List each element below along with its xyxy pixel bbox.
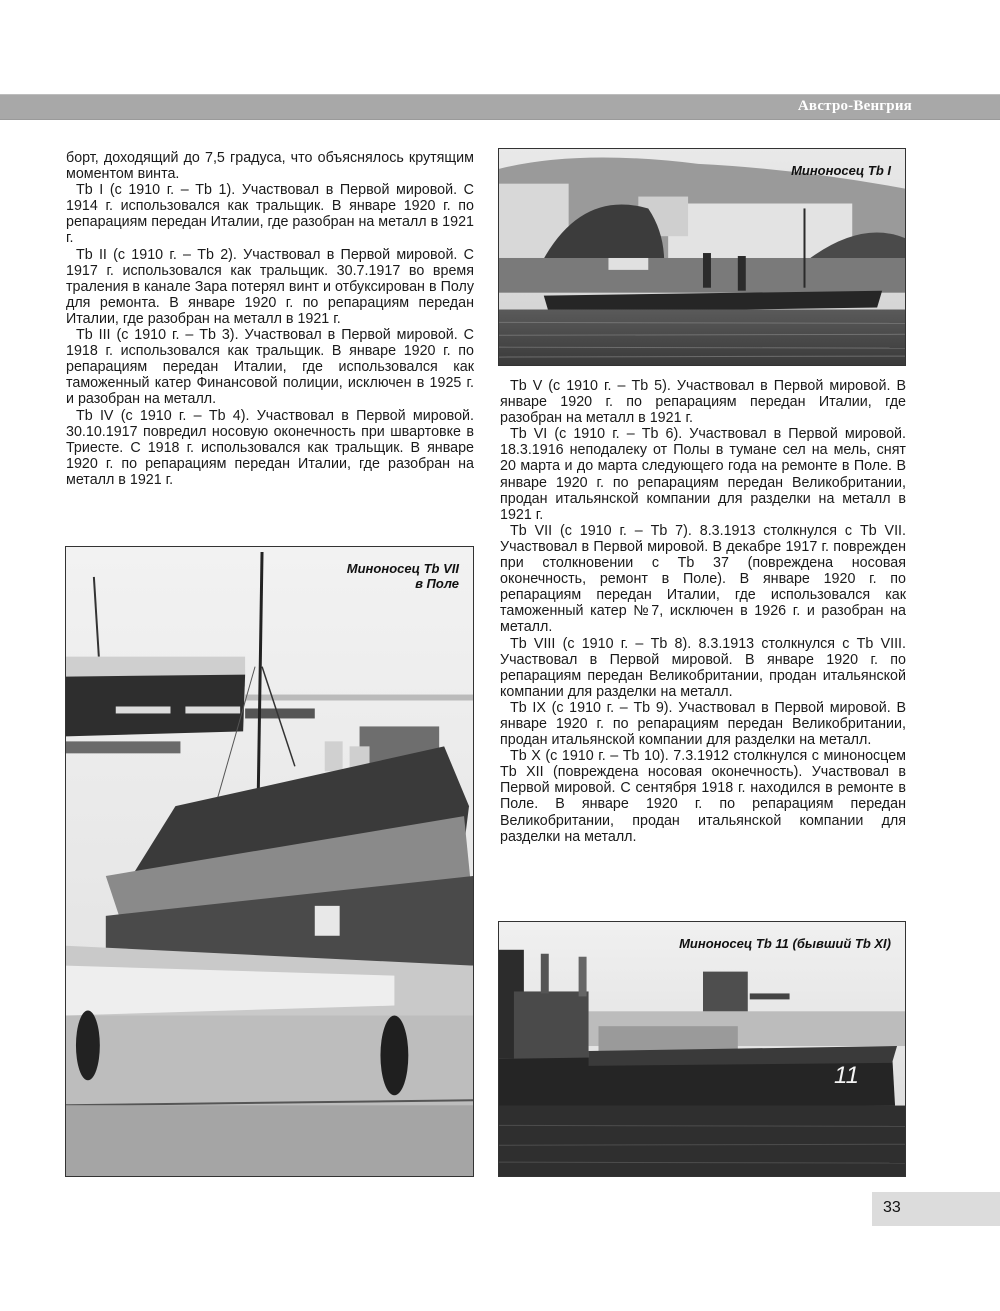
caption-line: Миноносец Tb VII: [346, 561, 459, 576]
photo-torpedo-boat-tb7: [65, 546, 474, 1177]
page-number: 33: [883, 1199, 901, 1216]
section-header-bar: [0, 94, 1000, 120]
paragraph-tb10: Tb X (с 1910 г. – Tb 10). 7.3.1912 столкнулся с миноносцем Tb XII (повреждена носовая оконечность). Участвовал в Первой мировой. С сентября 1918 г. находился в ремонте в Поле. В январе 1920 г. по репарациям передан Великобритании, продан итальянской компании для разделки на металл.: [500, 748, 906, 845]
caption-line: в Поле: [415, 576, 459, 591]
paragraph-continuation: борт, доходящий до 7,5 градуса, что объяснялось крутящим моментом винта.: [66, 150, 474, 183]
left-text-column: [66, 150, 474, 488]
photo-torpedo-boat-tb11: [498, 921, 906, 1177]
paragraph-tb9: Tb IX (с 1910 г. – Tb 9). Участвовал в Первой мировой. В январе 1920 г. по репарациям передан Великобритании, продан итальянской компании для разделки на металл.: [500, 699, 906, 749]
caption-line: Миноносец Tb 11 (бывший Tb XI): [679, 936, 891, 951]
section-title: Австро-Венгрия: [797, 98, 912, 114]
photo-caption-tb11: [679, 936, 891, 951]
paragraph-tb3: Tb III (с 1910 г. – Tb 3). Участвовал в Первой мировой. С 1918 г. использовался как тральщик. В январе 1920 г. по репарациям передан Италии, где использовался как таможенный катер Финансовой полиции, исключен в 1925 г. и разобран на металл.: [66, 327, 474, 408]
paragraph-tb8: Tb VIII (с 1910 г. – Tb 8). 8.3.1913 столкнулся с Tb VIII. Участвовал в Первой мировой. В январе 1920 г. по репарациям передан Великобритании, продан итальянской компании для разделки на металл.: [500, 635, 906, 700]
paragraph-tb1: Tb I (с 1910 г. – Tb 1). Участвовал в Первой мировой. С 1914 г. использовался как тральщик. В январе 1920 г. по репарациям передан Италии, где разобран на металл в 1921 г.: [66, 182, 474, 247]
photo-tb7-image: [66, 547, 473, 1176]
paragraph-tb7: Tb VII (с 1910 г. – Tb 7). 8.3.1913 столкнулся с Tb VII. Участвовал в Первой мировой. В декабре 1917 г. поврежден при столкновении с Tb 37 (повреждена носовая оконечность, ремонт в Поле). В январе 1920 г. по репарациям передан Италии, где использовался как таможенный катер №7, исключен в 1926 г. и разобран на металл.: [500, 522, 906, 636]
page-number-box: [872, 1192, 1000, 1226]
caption-line: Миноносец Tb I: [791, 163, 891, 178]
photo-caption-tb7: [347, 561, 459, 591]
paragraph-tb4: Tb IV (с 1910 г. – Tb 4). Участвовал в Первой мировой. 30.10.1917 повредил носовую оконечность при швартовке в Триесте. С 1918 г. использовался как тральщик. В январе 1920 г. по репарациям передан Италии, где разобран на металл в 1921 г.: [66, 407, 474, 488]
right-text-column: [500, 378, 906, 845]
hull-number: 11: [834, 1062, 859, 1089]
paragraph-tb2: Tb II (с 1910 г. – Tb 2). Участвовал в Первой мировой. С 1917 г. использовался как тральщик. 30.7.1917 во время траления в канале Зара потерял винт и отбуксирован в Полу для ремонта. В январе 1920 г. по репарациям передан Италии, где разобран на металл в 1921 г.: [66, 246, 474, 327]
paragraph-tb6: Tb VI (с 1910 г. – Tb 6). Участвовал в Первой мировой. 18.3.1916 неподалеку от Полы в тумане сел на мель, снят 20 марта и до марта следующего года на ремонте в Поле. В январе 1920 г. по репарациям передан Великобритании, продан итальянской компании для разделки на металл в 1921 г.: [500, 426, 906, 523]
paragraph-tb5: Tb V (с 1910 г. – Tb 5). Участвовал в Первой мировой. В январе 1920 г. по репарациям передан Италии, где разобран на металл в 1921 г.: [500, 378, 906, 427]
photo-tb11-image: [499, 922, 905, 1176]
photo-torpedo-boat-tb1: [498, 148, 906, 366]
photo-caption-tb1: [791, 163, 891, 178]
photo-tb1-image: [499, 149, 905, 365]
